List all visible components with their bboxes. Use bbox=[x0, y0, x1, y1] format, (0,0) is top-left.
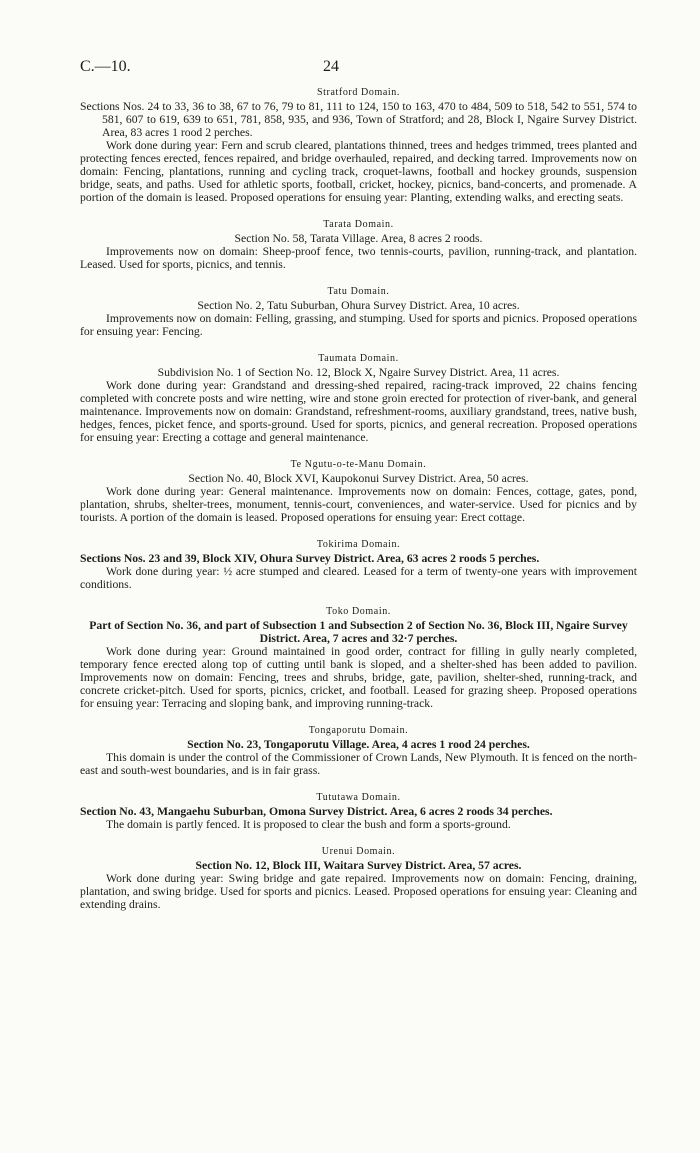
domain-section-toko bbox=[80, 605, 637, 710]
domain-description: Work done during year: Grandstand and dressing-shed repaired, racing-track improved, 22 chains fencing completed with concrete posts and wire netting, wire and stone groin erected for protection of river-bank, and general maintenance. Improvements now on domain: Grandstand, refreshment-rooms, auxiliary grandstand, trees, native bush, hedges, fences, picket fence, and sports-ground. Used for sports, picnics, and general recreation. Proposed operations for ensuing year: Erecting a cottage and general maintenance. bbox=[80, 379, 637, 444]
domain-section-te-ngutu-o-te-manu bbox=[80, 458, 637, 524]
domain-title: Stratford Domain. bbox=[317, 87, 400, 98]
domain-title: Toko Domain. bbox=[326, 606, 391, 617]
domain-location: Section No. 2, Tatu Suburban, Ohura Survey District. Area, 10 acres. bbox=[197, 299, 520, 312]
domain-description: The domain is partly fenced. It is proposed to clear the bush and form a sports-ground. bbox=[106, 818, 511, 831]
page-number: 24 bbox=[323, 58, 339, 75]
domain-description: Improvements now on domain: Felling, grassing, and stumping. Used for sports and picnics. Proposed operations for ensuing year: Fencing. bbox=[80, 312, 637, 338]
domain-title: Tokirima Domain. bbox=[316, 539, 401, 550]
domain-location: Section No. 12, Block III, Waitara Survey District. Area, 57 acres. bbox=[195, 859, 522, 872]
domain-section-tokirima bbox=[80, 538, 637, 591]
domain-section-tatu bbox=[80, 285, 637, 338]
domain-title: Tarata Domain. bbox=[323, 219, 394, 230]
domain-description: Improvements now on domain: Sheep-proof fence, two tennis-courts, pavilion, running-track, and plantation. Leased. Used for sports, picnics, and tennis. bbox=[80, 245, 637, 271]
domain-section-tarata bbox=[80, 218, 637, 271]
document-body bbox=[80, 86, 637, 911]
domain-title: Te Ngutu-o-te-Manu Domain. bbox=[290, 459, 427, 470]
domain-section-tongaporutu bbox=[80, 724, 637, 777]
domain-location: Section No. 40, Block XVI, Kaupokonui Survey District. Area, 50 acres. bbox=[188, 472, 529, 485]
domain-description: Work done during year: Fern and scrub cleared, plantations thinned, trees and hedges trimmed, trees planted and protecting fences erected, fences repaired, and bridge overhauled, repaired, and decking tarred. Improvements now on domain: Fencing, plantations, running and cycling track, croquet-lawns, football and hockey grounds, suspension bridge, seats, and paths. Used for athletic sports, football, cricket, hockey, picnics, band-concerts, and promenade. A portion of the domain is leased. Proposed operations for ensuing year: Planting, extending walks, and erecting seats. bbox=[80, 139, 637, 204]
domain-section-taumata bbox=[80, 352, 637, 444]
domain-location: Sections Nos. 24 to 33, 36 to 38, 67 to 76, 79 to 81, 111 to 124, 150 to 163, 470 to 484, 509 to 518, 542 to 551, 574 to 581, 607 to 619, 639 to 651, 781, 858, 935, and 936, Town of Stratford; and 28, Block I, Ngaire Survey District. Area, 83 acres 1 rood 2 perches. bbox=[80, 100, 637, 139]
domain-description: Work done during year: ½ acre stumped and cleared. Leased for a term of twenty-one years with improvement conditions. bbox=[80, 565, 637, 591]
domain-description: Work done during year: General maintenance. Improvements now on domain: Fences, cottage, gates, pond, plantation, shrubs, shelter-trees, monument, tennis-court, conveniences, and water-service. Used for picnics and by tourists. A portion of the domain is leased. Proposed operations for ensuing year: Erect cottage. bbox=[80, 485, 637, 524]
domain-title: Urenui Domain. bbox=[321, 846, 396, 857]
domain-title: Tututawa Domain. bbox=[316, 792, 401, 803]
domain-location: Section No. 43, Mangaehu Suburban, Omona Survey District. Area, 6 acres 2 roods 34 perches. bbox=[80, 805, 553, 818]
domain-section-urenui bbox=[80, 845, 637, 911]
domain-title: Taumata Domain. bbox=[318, 353, 399, 364]
page-header bbox=[80, 58, 640, 78]
domain-location: Section No. 58, Tarata Village. Area, 8 acres 2 roods. bbox=[234, 232, 483, 245]
domain-description: This domain is under the control of the Commissioner of Crown Lands, New Plymouth. It is fenced on the north-east and south-west boundaries, and is in fair grass. bbox=[80, 751, 637, 777]
domain-description: Work done during year: Ground maintained in good order, contract for filling in gully nearly completed, temporary fence erected along top of cutting until bank is sloped, and a shelter-shed has been added to pavilion. Improvements now on domain: Fencing, trees and shrubs, bridge, gate, pavilion, shelter-shed, running-track, and concrete cricket-pitch. Used for sports, picnics, cricket, and football. Leased for grazing sheep. Proposed operations for ensuing year: Terracing and sloping bank, and improving running-track. bbox=[80, 645, 637, 710]
domain-section-tututawa bbox=[80, 791, 637, 831]
domain-location: Part of Section No. 36, and part of Subsection 1 and Subsection 2 of Section No. 36, Block III, Ngaire Survey District. Area, 7 acres and 32·7 perches. bbox=[89, 619, 628, 645]
domain-location: Section No. 23, Tongaporutu Village. Area, 4 acres 1 rood 24 perches. bbox=[187, 738, 530, 751]
domain-title: Tatu Domain. bbox=[327, 286, 390, 297]
domain-section-stratford bbox=[80, 86, 637, 204]
domain-title: Tongaporutu Domain. bbox=[308, 725, 409, 736]
domain-location: Sections Nos. 23 and 39, Block XIV, Ohura Survey District. Area, 63 acres 2 roods 5 perches. bbox=[80, 552, 540, 565]
document-reference: C.—10. bbox=[80, 58, 131, 75]
domain-description: Work done during year: Swing bridge and gate repaired. Improvements now on domain: Fencing, draining, plantation, and swing bridge. Used for sports and picnics. Leased. Proposed operations for ensuing year: Cleaning and extending drains. bbox=[80, 872, 637, 911]
domain-location: Subdivision No. 1 of Section No. 12, Block X, Ngaire Survey District. Area, 11 acres. bbox=[157, 366, 560, 379]
